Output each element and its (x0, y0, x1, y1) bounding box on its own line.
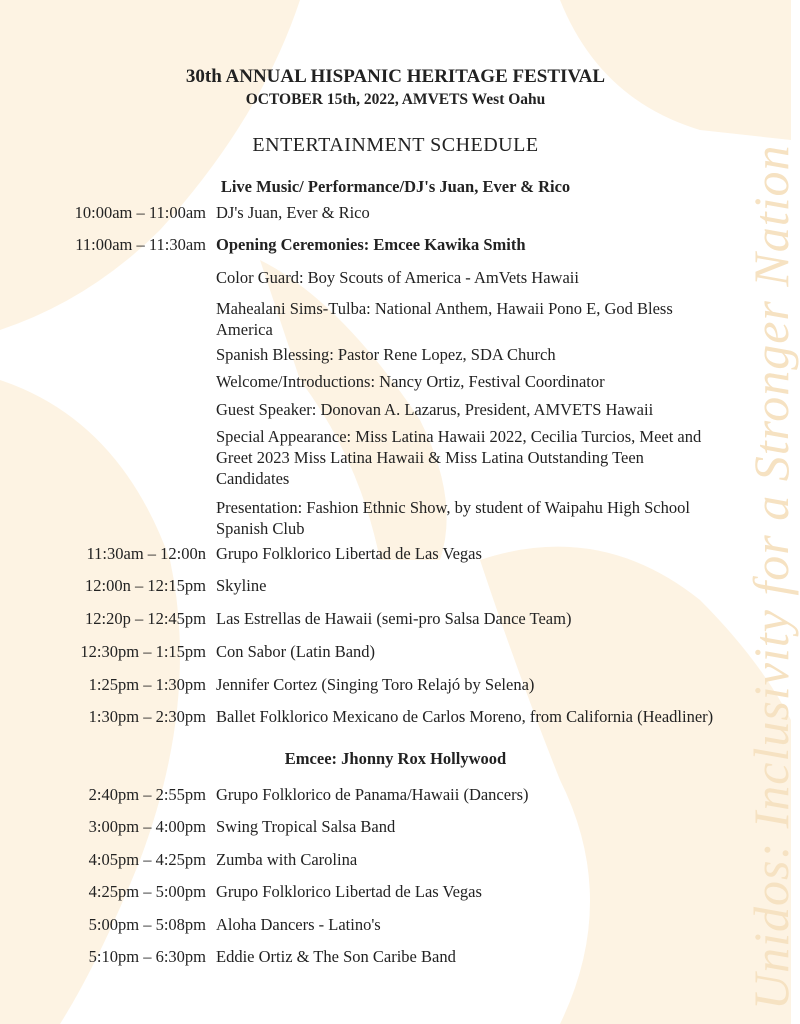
description: Special Appearance: Miss Latina Hawaii 2022, Cecilia Turcios, Meet and Greet 2023 Miss Latina Hawaii & Miss Latina Outstanding Teen Candidates (216, 427, 702, 488)
time: 2:40pm – 2:55pm (88, 785, 206, 804)
time: 11:30am – 12:00n (86, 544, 206, 563)
description: Las Estrellas de Hawaii (semi-pro Salsa Dance Team) (216, 609, 572, 628)
time: 1:30pm – 2:30pm (88, 707, 206, 726)
description: Guest Speaker: Donovan A. Lazarus, President, AMVETS Hawaii (216, 400, 654, 419)
description: Presentation: Fashion Ethnic Show, by student of Waipahu High School Spanish Club (216, 498, 690, 538)
description: Aloha Dancers - Latino's (216, 915, 381, 934)
time: 12:00n – 12:15pm (84, 576, 206, 595)
time: 10:00am – 11:00am (74, 203, 206, 222)
watermark-text: Unidos: Inclusivity for a Stronger Nation (743, 144, 799, 1010)
section-heading: Emcee: Jhonny Rox Hollywood (284, 749, 507, 768)
description: Zumba with Carolina (216, 850, 358, 869)
description: Grupo Folklorico Libertad de Las Vegas (216, 544, 482, 563)
section-title: ENTERTAINMENT SCHEDULE (252, 134, 539, 156)
description: Mahealani Sims-Tulba: National Anthem, Hawaii Pono E, God Bless America (216, 299, 673, 339)
description: Grupo Folklorico de Panama/Hawaii (Dancers) (216, 785, 529, 804)
description: Ballet Folklorico Mexicano de Carlos Moreno, from California (Headliner) (216, 707, 714, 726)
description: Eddie Ortiz & The Son Caribe Band (216, 947, 456, 966)
description: Grupo Folklorico Libertad de Las Vegas (216, 882, 482, 901)
time: 11:00am – 11:30am (75, 235, 206, 254)
description: Spanish Blessing: Pastor Rene Lopez, SDA Church (216, 345, 556, 364)
time: 4:25pm – 5:00pm (88, 882, 206, 901)
description: DJ's Juan, Ever & Rico (216, 203, 370, 222)
festival-title: 30th ANNUAL HISPANIC HERITAGE FESTIVAL (185, 66, 606, 87)
section-heading: Live Music/ Performance/DJ's Juan, Ever & Rico (220, 177, 571, 196)
description: Jennifer Cortez (Singing Toro Relajó by Selena) (216, 675, 535, 694)
time: 12:30pm – 1:15pm (80, 642, 206, 661)
time: 3:00pm – 4:00pm (88, 817, 206, 836)
description: Con Sabor (Latin Band) (216, 642, 376, 661)
time: 12:20p – 12:45pm (84, 609, 206, 628)
description: Color Guard: Boy Scouts of America - AmVets Hawaii (216, 268, 579, 287)
time: 5:00pm – 5:08pm (88, 915, 206, 934)
description: Swing Tropical Salsa Band (216, 817, 396, 836)
time: 5:10pm – 6:30pm (88, 947, 206, 966)
time: 4:05pm – 4:25pm (88, 850, 206, 869)
time: 1:25pm – 1:30pm (88, 675, 206, 694)
description: Welcome/Introductions: Nancy Ortiz, Festival Coordinator (216, 372, 605, 391)
description: Opening Ceremonies: Emcee Kawika Smith (216, 235, 526, 254)
description: Skyline (216, 576, 267, 595)
festival-date-location: OCTOBER 15th, 2022, AMVETS West Oahu (245, 91, 546, 108)
